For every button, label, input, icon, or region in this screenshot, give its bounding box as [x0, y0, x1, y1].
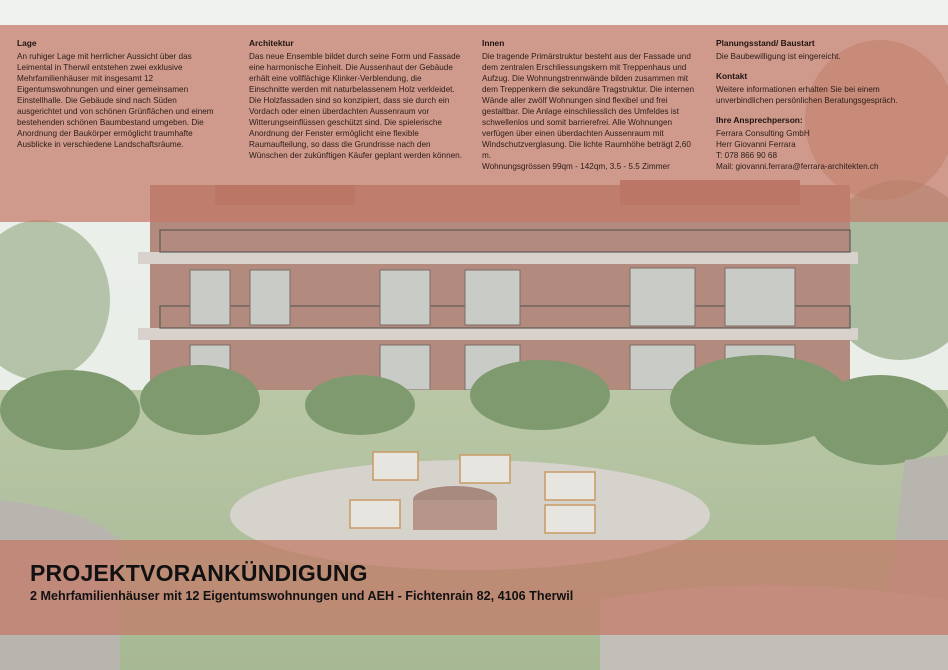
section-architektur-heading: Architektur: [249, 38, 294, 48]
page-subtitle: 2 Mehrfamilienhäuser mit 12 Eigentumswohnungen und AEH - Fichtenrain 82, 4106 Therwil: [30, 589, 574, 603]
page-title: PROJEKTVORANKÜNDIGUNG: [30, 560, 368, 586]
section-lage-text: An ruhiger Lage mit herrlicher Aussicht über das Leimental in Therwil entstehen zwei exklusive Mehrfamilienhäuser mit insgesamt 12 Eigentumswohnungen und einer gemeinsamen Einstellhalle. Die Gebäude sind nach Süden ausgerichtet und von schönen Grünflächen und einem bestehenden schönen Baumbestand umgeben. Die Anordnung der Baukörper ermöglicht traumhafte Ausblicke in verschiedene Landschaftsräume.: [17, 52, 214, 149]
section-innen-sizes: Wohnungsgrössen 99qm - 142qm, 3.5 - 5.5 Zimmer: [482, 162, 670, 171]
section-kontakt-text: Weitere informationen erhalten Sie bei einem unverbindlichen persönlichen Beratungsgespräch.: [716, 85, 898, 105]
section-innen-heading: Innen: [482, 38, 505, 48]
title-band: [0, 540, 948, 635]
section-kontakt-heading: Kontakt: [716, 71, 748, 81]
section-architektur: [249, 38, 463, 161]
contact-name: Herr Giovanni Ferrara: [716, 140, 796, 149]
section-innen-text: Die tragende Primärstruktur besteht aus der Fassade und dem zentralen Erschliessungskern mit Treppenhaus und Aufzug. Die Wohnungstrennwände bilden zusammen mit dem Treppenkern die sekundäre Tragstruktur. Die internen Wände aller zwölf Wohnungen sind flexibel und frei gestaltbar. Die Anlage einschliesslich des Umfeldes ist schwellenlos und somit barrierefrei. Alle Wohnungen verfügen über einen überdachten Aussenraum mit Windschutzverglasung. Die lichte Raumhöhe beträgt 2,60 m.: [482, 52, 695, 160]
contact-person-heading: Ihre Ansprechperson:: [716, 115, 803, 125]
section-lage-heading: Lage: [17, 38, 37, 48]
section-planung-heading: Planungsstand/ Baustart: [716, 38, 815, 48]
contact-company: Ferrara Consulting GmbH: [716, 129, 810, 138]
section-lage: [17, 38, 222, 150]
contact-phone[interactable]: T: 078 866 90 68: [716, 151, 778, 160]
section-innen: [482, 38, 695, 172]
section-planung-kontakt: [716, 38, 926, 172]
contact-email[interactable]: Mail: giovanni.ferrara@ferrara-architekten.ch: [716, 162, 879, 171]
section-architektur-text: Das neue Ensemble bildet durch seine Form und Fassade eine harmonische Einheit. Die Aussenhaut der Gebäude erhält eine vollflächige Klinker-Verblendung, die Einschnitte werden mit naturbelassenem Holz verkleidet. Die Holzfassaden sind so konzipiert, dass sie durch ein Vordach oder einen überdachten Aussenraum vor Witterungseinflüssen geschützt sind. Die spielerische Anordnung der Fenster ermöglicht eine flexible Raumaufteilung, so dass die Grundrisse nach den Wünschen der zukünftigen Käufer geplant werden können.: [249, 52, 463, 160]
section-planung-text: Die Baubewilligung ist eingereicht.: [716, 52, 841, 61]
